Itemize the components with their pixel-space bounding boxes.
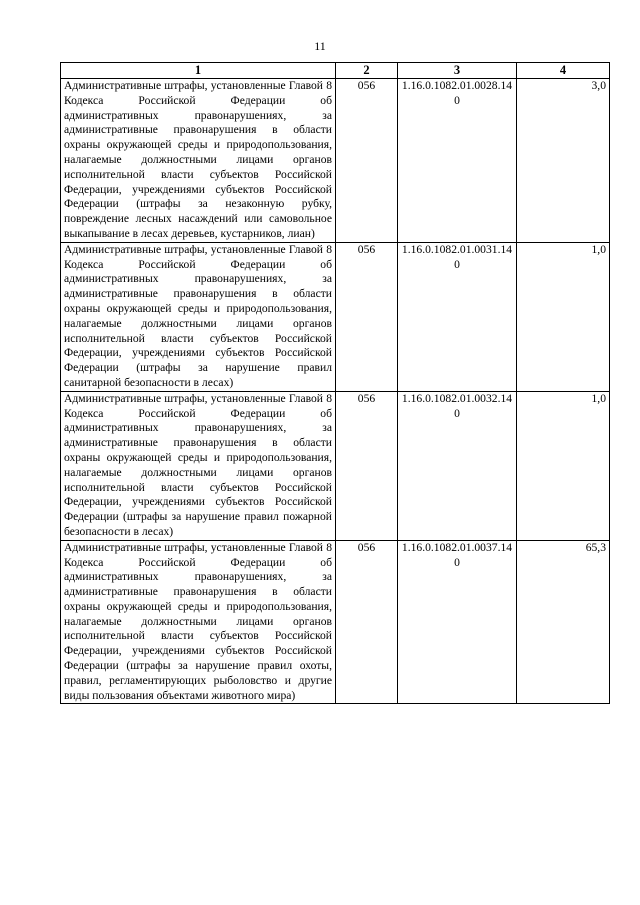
row-budget-code: 1.16.0.1082.01.0031.140 — [398, 242, 517, 391]
row-description: Административные штрафы, установленные Главой 8 Кодекса Российской Федерации об административных правонарушениях, за административные правонарушения в области охраны окружающей среды и природопользования, налагаемые должностными лицами органов исполнительной власти субъектов Российской Федерации, учреждениями субъектов Российской Федерации (штрафы за нарушение правил санитарной безопасности в лесах) — [61, 242, 336, 391]
page-number: 11 — [314, 39, 326, 53]
row-description: Административные штрафы, установленные Главой 8 Кодекса Российской Федерации об административных правонарушениях, за административные правонарушения в области охраны окружающей среды и природопользования, налагаемые должностными лицами органов исполнительной власти субъектов Российской Федерации, учреждениями субъектов Российской Федерации (штрафы за нарушение правил пожарной безопасности в лесах) — [61, 391, 336, 540]
row-budget-code: 1.16.0.1082.01.0028.140 — [398, 79, 517, 243]
budget-table — [60, 62, 610, 704]
table-header-row — [61, 63, 610, 79]
row-amount: 1,0 — [517, 391, 610, 540]
column-header-2: 2 — [336, 63, 398, 79]
row-budget-code: 1.16.0.1082.01.0032.140 — [398, 391, 517, 540]
row-admin-code: 056 — [336, 391, 398, 540]
column-header-4: 4 — [517, 63, 610, 79]
row-admin-code: 056 — [336, 540, 398, 704]
row-description: Административные штрафы, установленные Главой 8 Кодекса Российской Федерации об административных правонарушениях, за административные правонарушения в области охраны окружающей среды и природопользования, налагаемые должностными лицами органов исполнительной власти субъектов Российской Федерации, учреждениями субъектов Российской Федерации (штрафы за незаконную рубку, повреждение лесных насаждений или самовольное выкапывание в лесах деревьев, кустарников, лиан) — [61, 79, 336, 243]
table-row — [61, 79, 610, 243]
row-amount: 1,0 — [517, 242, 610, 391]
row-admin-code: 056 — [336, 79, 398, 243]
row-amount: 3,0 — [517, 79, 610, 243]
table-row — [61, 242, 610, 391]
row-amount: 65,3 — [517, 540, 610, 704]
row-admin-code: 056 — [336, 242, 398, 391]
row-budget-code: 1.16.0.1082.01.0037.140 — [398, 540, 517, 704]
column-header-1: 1 — [61, 63, 336, 79]
table-row — [61, 391, 610, 540]
column-header-3: 3 — [398, 63, 517, 79]
row-description: Административные штрафы, установленные Главой 8 Кодекса Российской Федерации об административных правонарушениях, за административные правонарушения в области охраны окружающей среды и природопользования, налагаемые должностными лицами органов исполнительной власти субъектов Российской Федерации, учреждениями субъектов Российской Федерации (штрафы за нарушение правил охоты, правил, регламентирующих рыболовство и другие виды пользования объектами животного мира) — [61, 540, 336, 704]
table-row — [61, 540, 610, 704]
